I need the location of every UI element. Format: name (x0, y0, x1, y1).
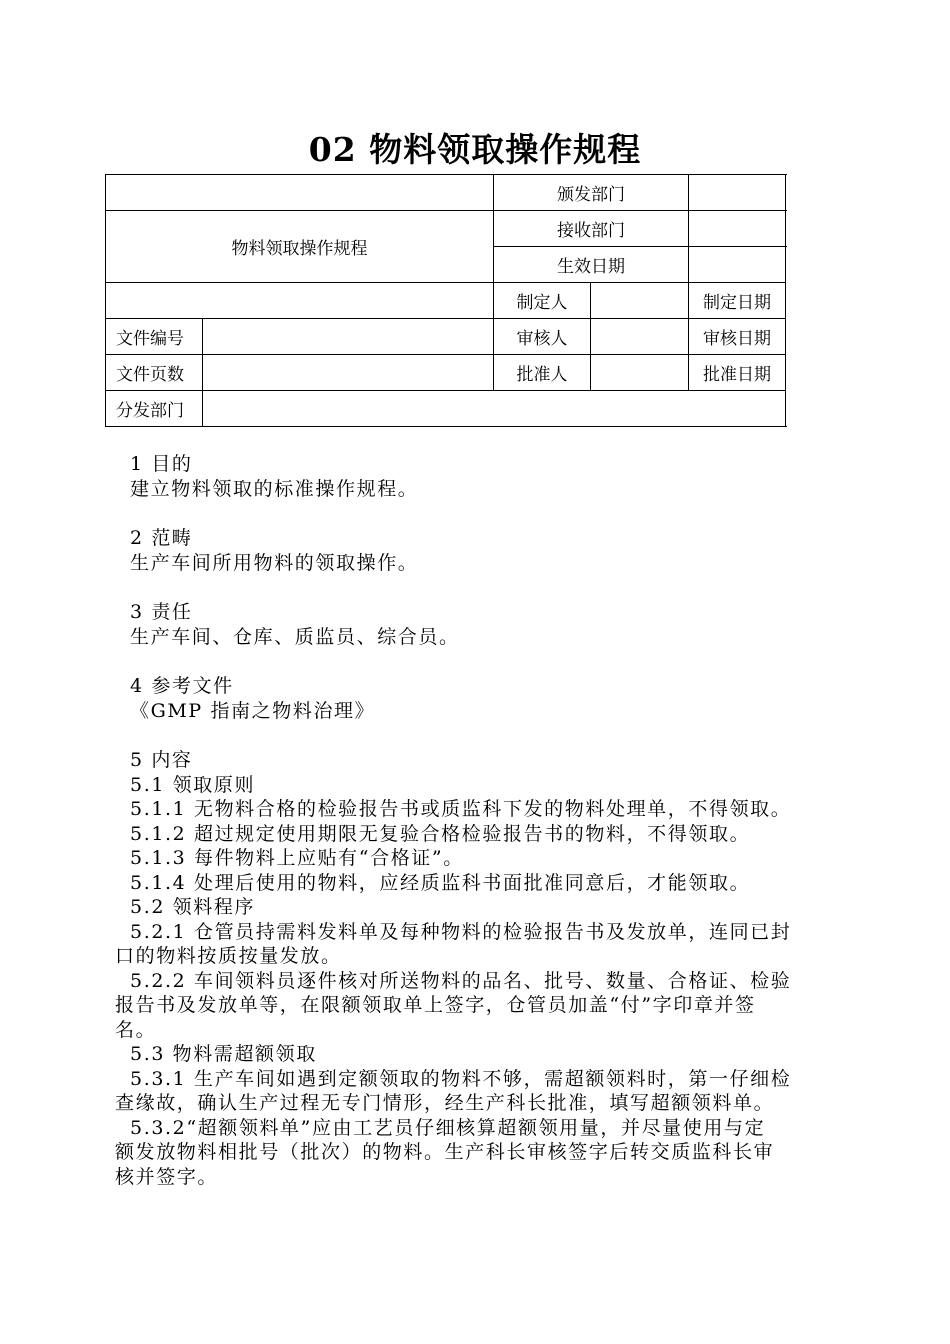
approved-by-label: 批准人 (494, 355, 591, 391)
prepared-by-label: 制定人 (494, 283, 591, 319)
clause: 5.1.2 超过规定使用期限无复验合格检验报告书的物料，不得领取。 (130, 822, 751, 845)
clause-continuation: 核并签字。 (115, 1165, 219, 1188)
clause-continuation: 名。 (115, 1018, 157, 1041)
distribution-dept-value (203, 391, 786, 427)
section-heading: 3 责任 (130, 601, 193, 623)
clause: 5.3.2“超额领料单”应由工艺员仔细核算超额领用量，并尽量使用与定 (130, 1116, 766, 1139)
document-info-table (105, 174, 786, 427)
prepared-by-value (591, 283, 689, 319)
blank-cell (106, 175, 494, 211)
doc-no-value (203, 319, 494, 355)
approved-by-value (591, 355, 689, 391)
distribution-dept-label: 分发部门 (106, 391, 203, 427)
doc-no-label: 文件编号 (106, 319, 203, 355)
blank-cell (106, 283, 494, 319)
clause: 5.2.1 仓管员持需料发料单及每种物料的检验报告书及发放单，连同已封 (130, 920, 792, 943)
subsection-heading: 5.2 领料程序 (130, 896, 256, 918)
clause-continuation: 口的物料按质按量发放。 (115, 945, 342, 967)
reviewed-date-label: 审核日期 (689, 319, 786, 355)
clause: 5.3.1 生产车间如遇到定额领取的物料不够，需超额领料时，第一仔细检 (130, 1067, 792, 1090)
section-text: 建立物料领取的标准操作规程。 (130, 477, 419, 500)
clause-continuation: 报告书及发放单等，在限额领取单上签字，仓管员加盖“付”字印章并签 (115, 994, 756, 1016)
section-heading: 2 范畴 (130, 527, 193, 549)
section-heading: 4 参考文件 (130, 675, 234, 697)
reviewed-by-label: 审核人 (494, 319, 591, 355)
issue-dept-label: 颁发部门 (494, 175, 689, 211)
receive-dept-value (689, 211, 786, 247)
section-heading: 5 内容 (130, 749, 193, 771)
section-text: 《GMP 指南之物料治理》 (130, 699, 376, 722)
section-heading: 1 目的 (130, 453, 193, 475)
clause: 5.1.4 处理后使用的物料，应经质监科书面批准同意后，才能领取。 (130, 871, 751, 894)
clause-continuation: 额发放物料相批号（批次）的物料。生产科长审核签字后转交质监科长审 (115, 1141, 775, 1163)
section-text: 生产车间所用物料的领取操作。 (130, 551, 419, 574)
clause: 5.2.2 车间领料员逐件核对所送物料的品名、批号、数量、合格证、检验 (130, 969, 792, 992)
document-body (115, 452, 835, 1189)
reviewed-by-value (591, 319, 689, 355)
clause-continuation: 查缘故，确认生产过程无专门情形，经生产科长批准，填写超额领料单。 (115, 1092, 775, 1114)
clause: 5.1.1 无物料合格的检验报告书或质监科下发的物料处理单，不得领取。 (130, 798, 792, 820)
subsection-heading: 5.3 物料需超额领取 (130, 1043, 317, 1065)
section-text: 生产车间、仓库、质监员、综合员。 (130, 625, 460, 648)
doc-name-cell: 物料领取操作规程 (106, 211, 494, 283)
prepared-date-label: 制定日期 (689, 283, 786, 319)
subsection-heading: 5.1 领取原则 (130, 773, 256, 796)
issue-dept-value (689, 175, 786, 211)
approved-date-label: 批准日期 (689, 355, 786, 391)
page-count-label: 文件页数 (106, 355, 203, 391)
page-count-value (203, 355, 494, 391)
effective-date-value (689, 247, 786, 283)
page-title: 02 物料领取操作规程 (308, 130, 642, 169)
receive-dept-label: 接收部门 (494, 211, 689, 247)
clause: 5.1.3 每件物料上应贴有“合格证”。 (130, 847, 464, 869)
effective-date-label: 生效日期 (494, 247, 689, 283)
